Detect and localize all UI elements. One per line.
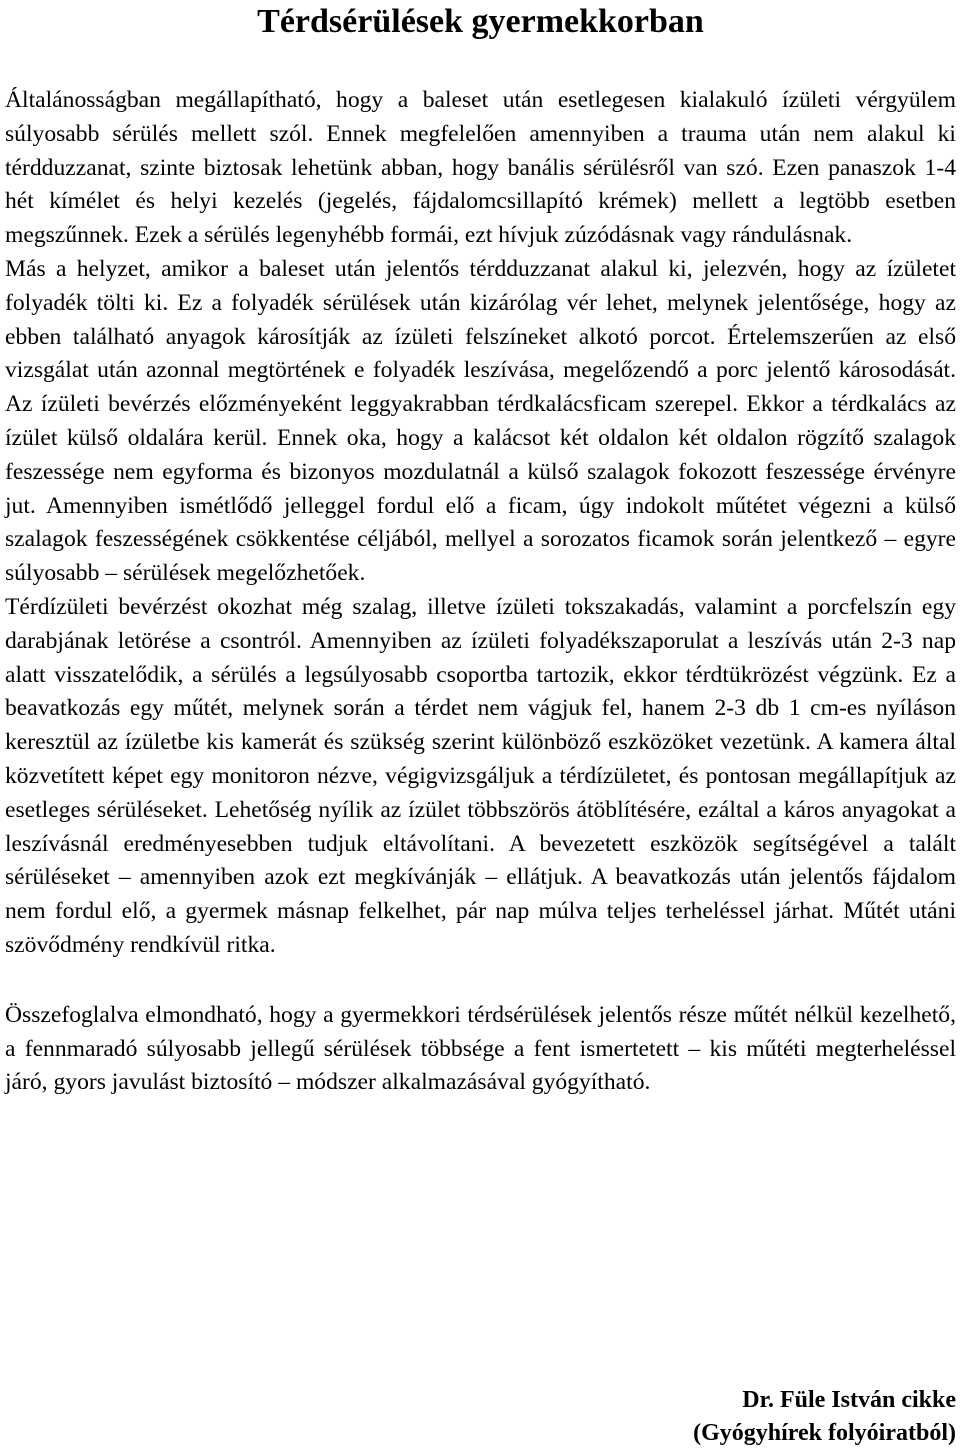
source-note: (Gyógyhírek folyóiratból) (693, 1420, 956, 1446)
document-title: Térdsérülések gyermekkorban (257, 3, 704, 40)
paragraph-intro: Általánosságban megállapítható, hogy a baleset után esetlegesen kialakuló ízületi vérgyülem súlyosabb sérülés mellett szól. Ennek megfelelően amennyiben a trauma után nem alakul ki térdduzzanat, szinte biztosak lehetünk abban, hogy banális sérülésről van szó. Ezen panaszok 1-4 hét kímélet és helyi kezelés (jegelés, fájdalomcsillapító krémek) mellett a legtöbb esetben megszűnnek. Ezek a sérülés legenyhébb formái, ezt hívjuk zúzódásnak vagy rándulásnak. (5, 87, 956, 249)
paragraph-arthroscopy: Térdízületi bevérzést okozhat még szalag, illetve ízületi tokszakadás, valamint a porcfelszín egy darabjának letörése a csontról. Amennyiben az ízületi folyadékszaporulat a leszívás után 2-3 nap alatt visszatelődik, a sérülés a legsúlyosabb csoportba tartozik, ekkor térdtükrözést végzünk. Ez a beavatkozás egy műtét, melynek során a térdet nem vágjuk fel, hanem 2-3 db 1 cm-es nyíláson keresztül az ízületbe kis kamerát és szükség szerint különböző eszközöket vezetünk. A kamera által közvetített képet egy monitoron nézve, végigvizsgáljuk a térdízületet, és pontosan megállapítjuk az esetleges sérüléseket. Lehetőség nyílik az ízület többszörös átöblítésére, ezáltal a káros anyagokat a leszívásnál eredményesebben tudjuk eltávolítani. A bevezetett eszközök segítségével a talált sérüléseket – amennyiben azok ezt megkívánják – ellátjuk. A beavatkozás után jelentős fájdalom nem fordul elő, a gyermek másnap felkelhet, pár nap múlva teljes terheléssel járhat. Műtét utáni szövődmény rendkívül ritka. (5, 593, 956, 958)
author-name: Dr. Füle István cikke (742, 1387, 956, 1413)
paragraph-effusion: Más a helyzet, amikor a baleset után jelentős térdduzzanat alakul ki, jelezvén, hogy az ízületet folyadék tölti ki. Ez a folyadék sérülések után kizárólag vér lehet, melynek jelentősége, hogy az ebben található anyagok károsítják az ízületi felszíneket alkotó porcot. Értelemszerűen az első vizsgálat után azonnal megtörtének e folyadék leszívása, megelőzendő a porc jelentő károsodását. Az ízületi bevérzés előzményeként leggyakrabban térdkalácsficam szerepel. Ekkor a térdkalács az ízület külső oldalára kerül. Ennek oka, hogy a kalácsot két oldalon két oldalon rögzítő szalagok feszessége nem egyforma és bizonyos mozdulatnál a külső szalagok fokozott feszessége érvényre jut. Amennyiben ismétlődő jelleggel fordul elő a ficam, úgy indokolt műtétet végezni a külső szalagok feszességének csökkentése céljából, mellyel a sorozatos ficamok során jelentkező – egyre súlyosabb – sérülések megelőzhetőek. (5, 255, 956, 587)
paragraph-summary: Összefoglalva elmondható, hogy a gyermekkori térdsérülések jelentős része műtét nélkül kezelhető, a fennmaradó súlyosabb jellegű sérülések többsége a fent ismertetett – kis műtéti megterheléssel járó, gyors javulást biztosító – módszer alkalmazásával gyógyítható. (5, 1001, 956, 1096)
author-signature (693, 1384, 956, 1450)
